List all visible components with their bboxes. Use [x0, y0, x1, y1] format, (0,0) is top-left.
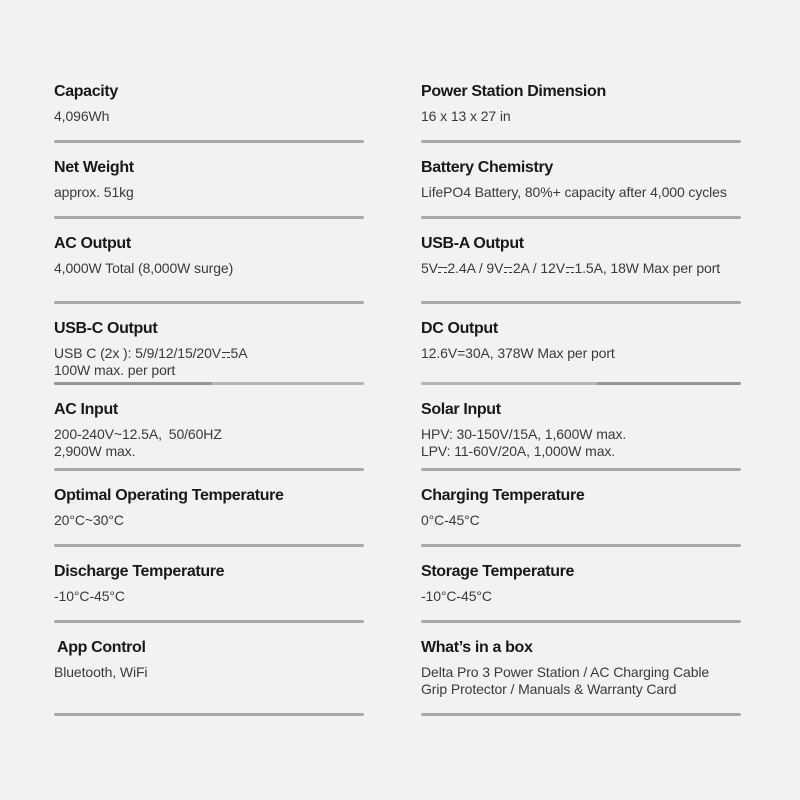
spec-value: -10°C-45°C	[421, 588, 492, 604]
spec-value: 0°C-45°C	[421, 512, 480, 528]
spec-label: Net Weight	[54, 159, 134, 176]
dc-symbol	[566, 266, 574, 273]
spec-value: 4,096Wh	[54, 108, 110, 124]
spec-value: Grip Protector / Manuals & Warranty Card	[421, 681, 677, 697]
spec-label: Storage Temperature	[421, 563, 575, 580]
spec-label: Optimal Operating Temperature	[54, 487, 284, 504]
spec-value: 12.6V=30A, 378W Max per port	[421, 345, 615, 361]
spec-cell-solar-input	[421, 385, 741, 471]
spec-divider	[421, 713, 741, 716]
spec-label: USB-A Output	[421, 235, 524, 252]
spec-cell-dimension	[421, 67, 741, 143]
spec-cell-charging-temperature	[421, 471, 741, 547]
spec-cell-usb-a-output	[421, 219, 741, 304]
spec-cell-ac-input	[54, 385, 364, 471]
spec-cell-discharge-temperature	[54, 547, 364, 623]
spec-cell-ac-output	[54, 219, 364, 304]
spec-label: Battery Chemistry	[421, 159, 553, 176]
spec-value: LPV: 11-60V/20A, 1,000W max.	[421, 443, 616, 459]
spec-divider	[54, 713, 364, 716]
spec-value: 2,900W max.	[54, 443, 136, 459]
spec-label: Capacity	[54, 83, 118, 100]
spec-value: Delta Pro 3 Power Station / AC Charging Cable	[421, 664, 710, 680]
spec-cell-usb-c-output	[54, 304, 364, 385]
dc-symbol	[438, 266, 446, 273]
spec-value: Bluetooth, WiFi	[54, 664, 148, 680]
spec-cell-battery-chemistry	[421, 143, 741, 219]
dc-symbol	[504, 266, 512, 273]
spec-value: -10°C-45°C	[54, 588, 125, 604]
spec-label: App Control	[57, 639, 146, 656]
spec-cell-capacity	[54, 67, 364, 143]
spec-value: 20°C~30°C	[54, 512, 124, 528]
spec-cell-net-weight	[54, 143, 364, 219]
spec-label: Power Station Dimension	[421, 83, 606, 100]
spec-value: 100W max. per port	[54, 362, 176, 378]
spec-cell-whats-in-a-box	[421, 623, 741, 716]
spec-label: DC Output	[421, 320, 498, 337]
spec-value: 16 x 13 x 27 in	[421, 108, 511, 124]
spec-value: 5V 2.4A / 9V 2A / 12V 1.5A, 18W Max per port	[421, 260, 721, 276]
spec-value: 200-240V~12.5A, 50/60HZ	[54, 426, 222, 442]
spec-cell-dc-output	[421, 304, 741, 385]
spec-value: HPV: 30-150V/15A, 1,600W max.	[421, 426, 627, 442]
spec-label: What’s in a box	[421, 639, 533, 656]
spec-value: USB C (2x ): 5/9/12/15/20V 5A	[54, 345, 248, 361]
spec-sheet	[54, 67, 741, 716]
spec-cell-optimal-operating-temperature	[54, 471, 364, 547]
spec-label: Discharge Temperature	[54, 563, 225, 580]
spec-cell-app-control	[54, 623, 364, 716]
spec-label: AC Output	[54, 235, 131, 252]
spec-cell-storage-temperature	[421, 547, 741, 623]
spec-value: approx. 51kg	[54, 184, 134, 200]
spec-label: Charging Temperature	[421, 487, 585, 504]
spec-label: USB-C Output	[54, 320, 158, 337]
spec-label: Solar Input	[421, 401, 501, 418]
spec-label: AC Input	[54, 401, 118, 418]
spec-value: 4,000W Total (8,000W surge)	[54, 260, 234, 276]
spec-value: LifePO4 Battery, 80%+ capacity after 4,000 cycles	[421, 184, 727, 200]
dc-symbol	[222, 351, 230, 358]
